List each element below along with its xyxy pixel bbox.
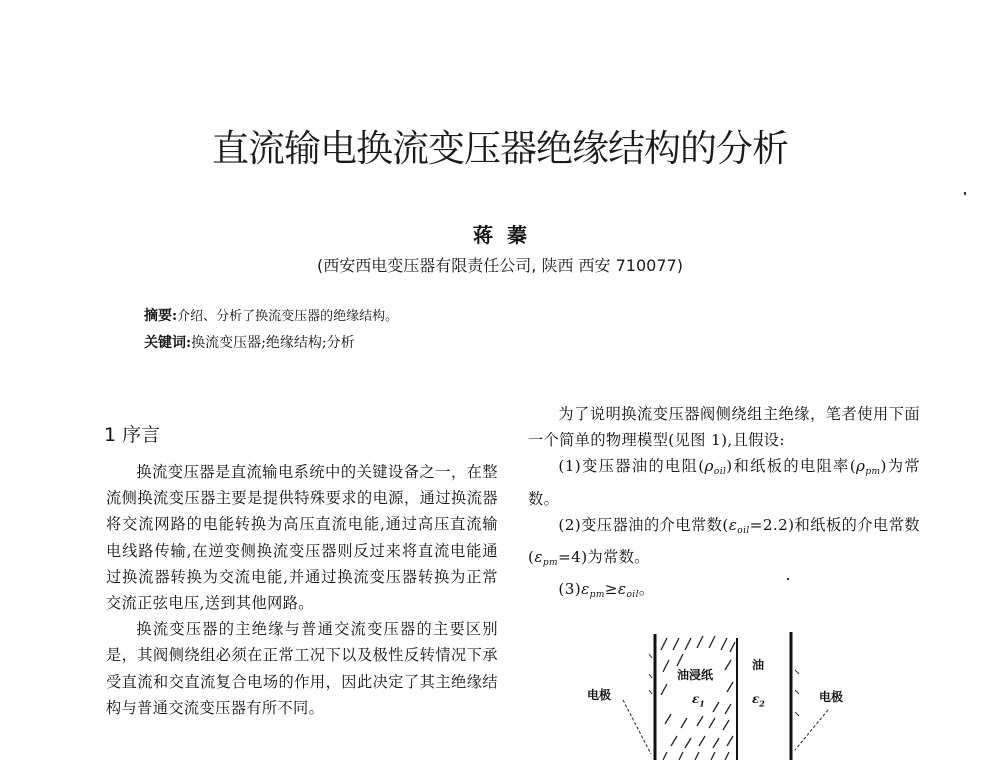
assumption-3: $(3)\varepsilon_{pm}\ge\varepsilon_{oil}$。 [558,580,655,601]
abstract [144,305,398,325]
scan-speck [787,578,789,580]
left-column [106,459,498,721]
paper-title: 直流输电换流变压器绝缘结构的分析 [212,127,788,170]
paragraph: 换流变压器的主绝缘与普通交流变压器的主要区别是，其阀侧绕组必须在正常工况下以及极性反转情况下承受直流和交直流复合电场的作用，因此决定了其主绝缘结构与普通交流变压器有所不同。 [106,620,498,717]
author-affiliation: (西安西电变压器有限责任公司, 陕西 西安 710077) [317,256,683,275]
keywords-label: 关键词: [144,335,192,351]
label-epsilon-2: $\varepsilon_2$ [752,692,765,709]
label-electrode-left: 电极 [587,688,612,702]
keywords [144,332,355,352]
label-electrode-right: 电极 [819,690,844,704]
abstract-label: 摘要: [144,308,178,324]
author-name: 蒋蓁 [473,223,541,247]
assumption-1: (1)变压器油的电阻$(\rho_{oil})$和纸板的电阻率$(\rho_{pm})$为常数。 [528,457,920,508]
label-epsilon-1: $\varepsilon_1$ [692,692,705,709]
paragraph: 换流变压器是直流输电系统中的关键设备之一，在整流侧换流变压器主要是提供特殊要求的电源，通过换流器将交流网路的电能转换为高压直流电能,通过高压直流输电线路传输,在逆变侧换流变压器则反过来将直流电能通过换流器转换为交流电能,并通过换流变压器转换为正常交流正弦电压,送到其他网路。 [106,463,498,613]
paragraph: 为了说明换流变压器阀侧绕组主绝缘，笔者使用下面一个简单的物理模型(见图 1),且假设: [528,405,920,450]
label-oil-paper: 油浸纸 [677,668,714,682]
abstract-text: 介绍、分析了换流变压器的绝缘结构。 [177,309,399,324]
figure-1-insulation-model [585,620,865,760]
keywords-text: 换流变压器;绝缘结构;分析 [191,335,355,351]
label-oil: 油 [752,658,765,672]
scan-speck [964,192,966,195]
right-column [528,401,920,608]
section-heading-intro: 1 序言 [104,424,161,446]
assumption-2: (2)变压器油的介电常数$(\varepsilon_{oil}=2.2)$和纸板的介电常数$(\varepsilon_{pm}=4)$为常数。 [528,515,920,569]
